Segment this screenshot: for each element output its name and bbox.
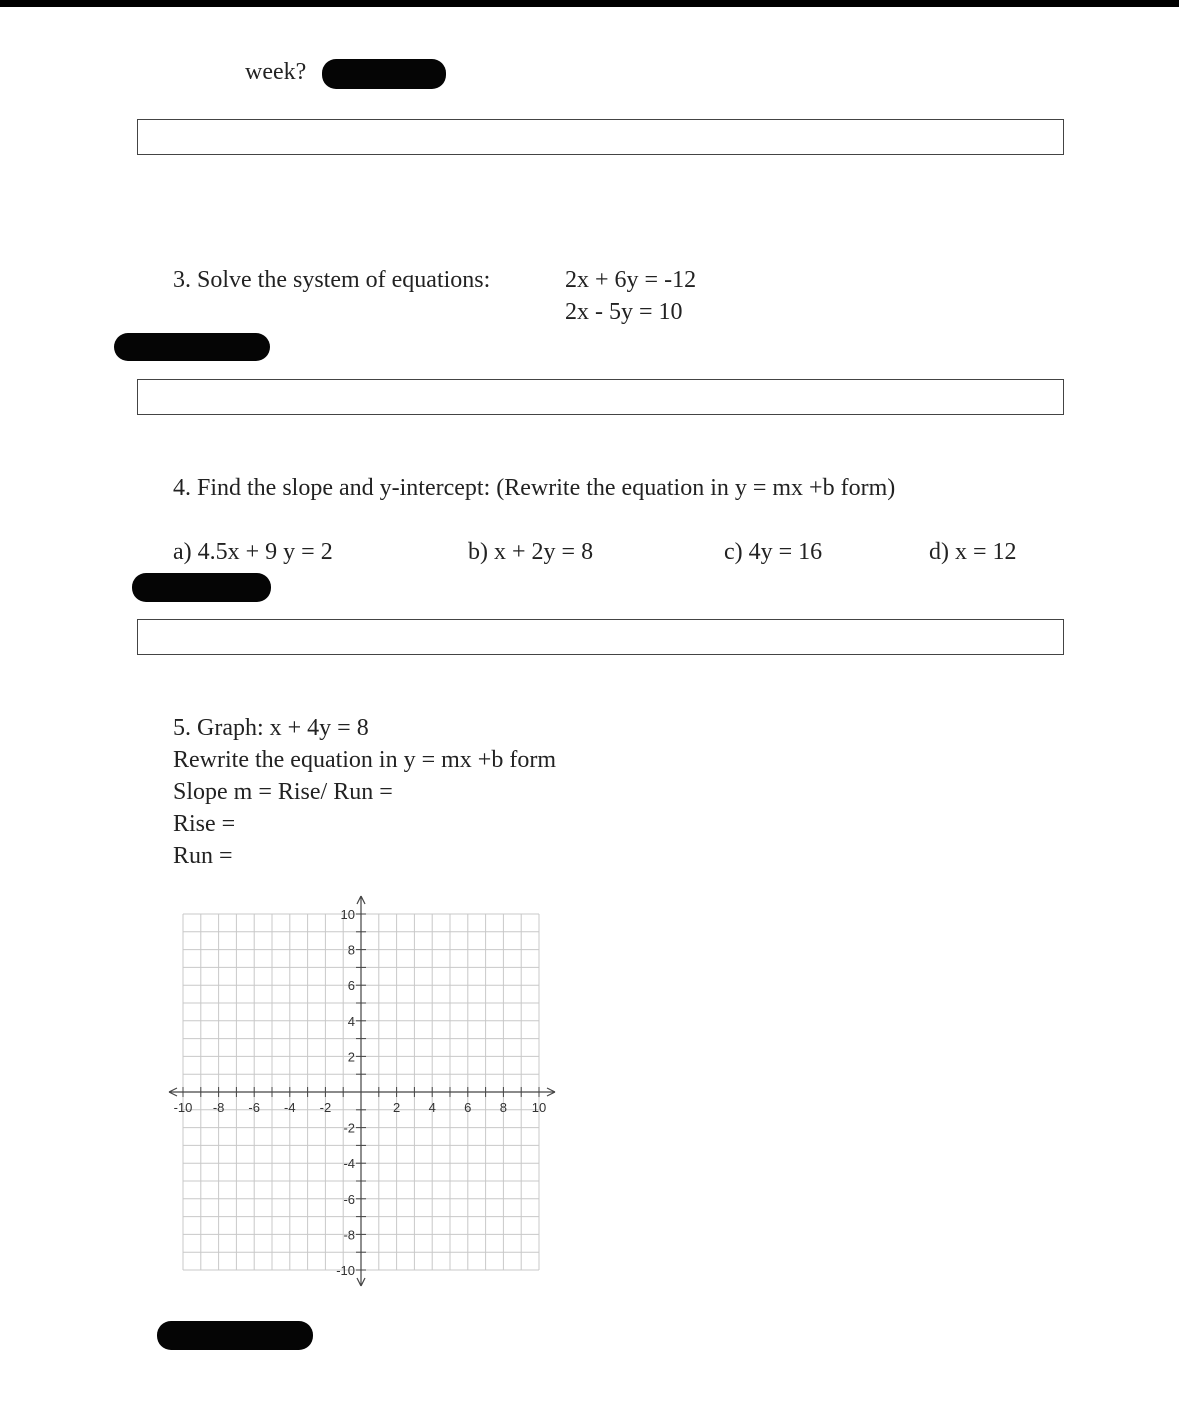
redacted-mark bbox=[132, 573, 271, 602]
y-tick-label: -4 bbox=[343, 1156, 355, 1172]
x-tick-label: -4 bbox=[284, 1100, 296, 1115]
y-tick-label: -2 bbox=[343, 1120, 355, 1136]
y-tick-label: -6 bbox=[343, 1191, 355, 1207]
x-tick-label: 10 bbox=[531, 1100, 547, 1115]
x-tick-label: -2 bbox=[319, 1100, 332, 1115]
x-tick-label: 8 bbox=[499, 1100, 508, 1115]
q3-prompt: 3. Solve the system of equations: bbox=[173, 267, 491, 293]
x-tick-label: 4 bbox=[428, 1100, 436, 1115]
answer-box-q3[interactable] bbox=[137, 379, 1064, 415]
coordinate-grid[interactable] bbox=[158, 888, 568, 1298]
q3-equation-2: 2x - 5y = 10 bbox=[565, 299, 683, 325]
answer-box-1[interactable] bbox=[137, 119, 1064, 155]
redacted-mark bbox=[114, 333, 270, 361]
redacted-mark bbox=[322, 59, 446, 89]
x-tick-label: 6 bbox=[464, 1100, 472, 1115]
q3-equation-1: 2x + 6y = -12 bbox=[565, 267, 697, 293]
answer-box-q4[interactable] bbox=[137, 619, 1064, 655]
x-tick-label: -6 bbox=[248, 1100, 260, 1115]
q5-line-rise: Rise = bbox=[173, 811, 236, 837]
q5-line-rewrite: Rewrite the equation in y = mx +b form bbox=[173, 747, 556, 773]
y-tick-label: 2 bbox=[347, 1049, 355, 1065]
top-border bbox=[0, 0, 1179, 7]
y-tick-label: 10 bbox=[340, 907, 355, 922]
q5-line-slope: Slope m = Rise/ Run = bbox=[173, 779, 393, 805]
y-tick-label: -8 bbox=[343, 1227, 355, 1243]
y-tick-label: 8 bbox=[347, 942, 355, 958]
q4-part-c: c) 4y = 16 bbox=[724, 539, 823, 565]
y-tick-label: 4 bbox=[347, 1013, 355, 1029]
x-tick-label: -10 bbox=[173, 1100, 193, 1115]
q4-prompt: 4. Find the slope and y-intercept: (Rewrite the equation in y = mx +b form) bbox=[173, 475, 896, 501]
q4-part-b: b) x + 2y = 8 bbox=[468, 539, 594, 565]
y-tick-label: -10 bbox=[336, 1263, 355, 1278]
x-tick-label: -8 bbox=[212, 1100, 225, 1115]
question-tail: week? bbox=[245, 59, 307, 85]
y-tick-label: 6 bbox=[347, 978, 355, 994]
q4-part-a: a) 4.5x + 9 y = 2 bbox=[173, 539, 333, 565]
x-tick-label: 2 bbox=[392, 1100, 401, 1115]
q5-line-graph: 5. Graph: x + 4y = 8 bbox=[173, 715, 369, 741]
q4-part-d: d) x = 12 bbox=[929, 539, 1017, 565]
redacted-mark bbox=[157, 1321, 313, 1350]
q5-line-run: Run = bbox=[173, 843, 233, 869]
